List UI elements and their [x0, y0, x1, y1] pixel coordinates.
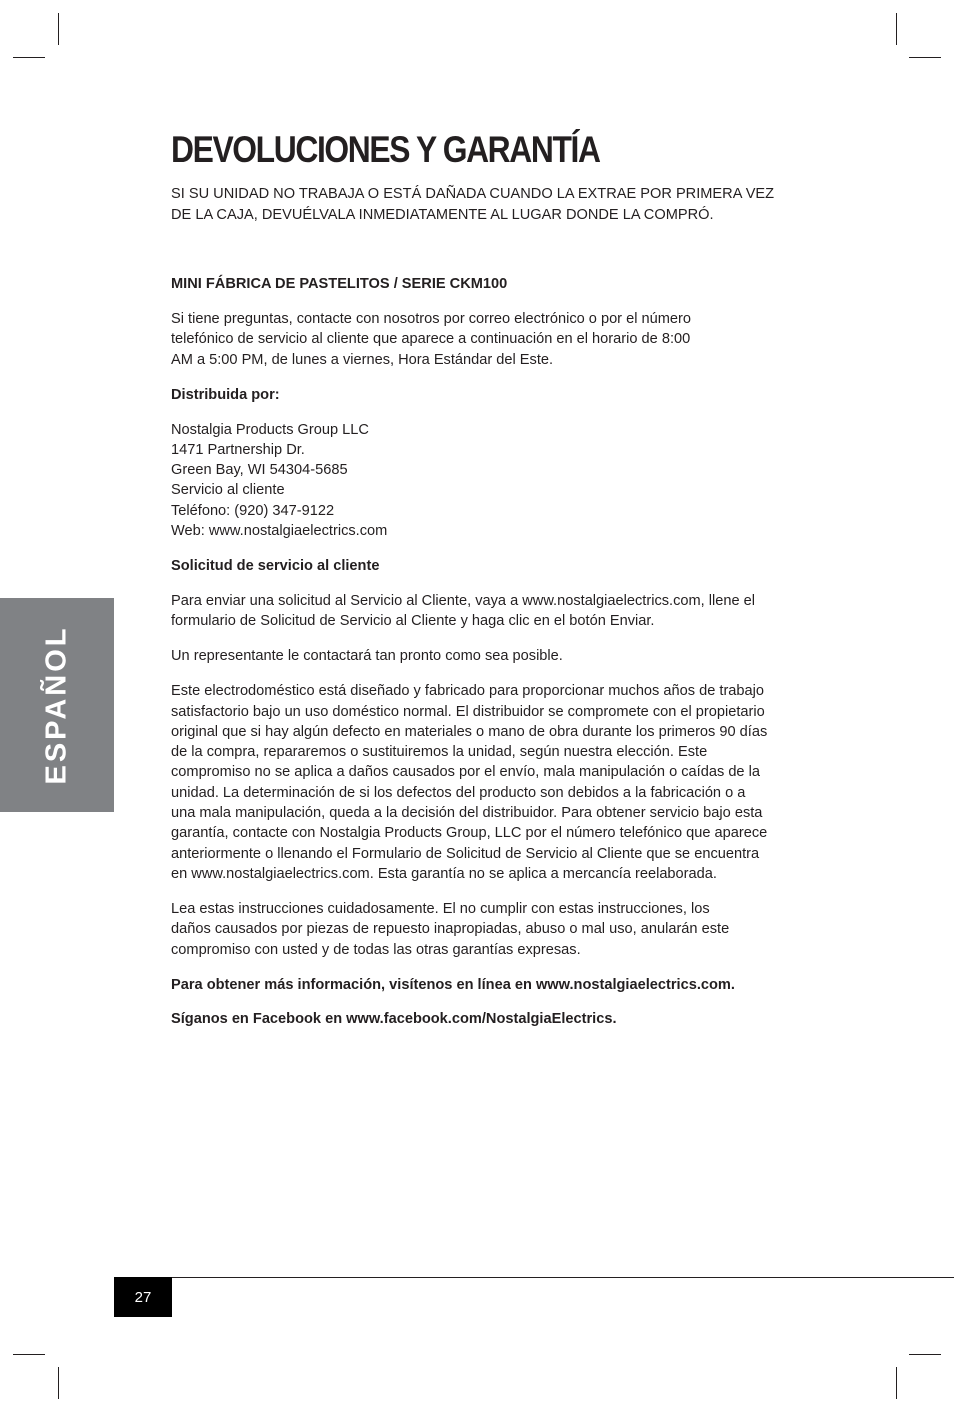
address-line: Teléfono: (920) 347-9122 — [171, 502, 335, 519]
address-line: Servicio al cliente — [171, 482, 285, 499]
page-number: 27 — [114, 1277, 172, 1317]
crop-mark — [13, 57, 45, 58]
address-block — [171, 420, 811, 542]
intro-line: SI SU UNIDAD NO TRABAJA O ESTÁ DAÑADA CUANDO LA EXTRAE POR PRIMERA VEZ — [171, 186, 775, 202]
address-line: 1471 Partnership Dr. — [171, 441, 305, 458]
crop-mark — [13, 1354, 45, 1355]
crop-mark — [896, 13, 897, 45]
contact-paragraph: Si tiene preguntas, contacte con nosotros por correo electrónico o por el número telefónico de servicio al cliente que aparece a continuación en el horario de 8:00 AM a 5:00 PM, de lunes a viernes, Hora Estándar del Este. — [171, 310, 691, 368]
intro-line: DE LA CAJA, DEVUÉLVALA INMEDIATAMENTE AL LUGAR DONDE LA COMPRÓ. — [171, 206, 714, 223]
distributed-label: Distribuida por: — [171, 386, 280, 403]
representative-paragraph: Un representante le contactará tan pronto como sea posible. — [171, 648, 563, 665]
address-line: Nostalgia Products Group LLC — [171, 421, 369, 438]
crop-mark — [909, 57, 941, 58]
language-label: ESPAÑOL — [40, 625, 73, 785]
info-line: Para obtener más información, visítenos en línea en www.nostalgiaelectrics.com. — [171, 976, 735, 993]
crop-mark — [58, 1367, 59, 1399]
crop-mark — [896, 1367, 897, 1399]
product-heading: MINI FÁBRICA DE PASTELITOS / SERIE CKM100 — [171, 276, 508, 292]
crop-mark — [58, 13, 59, 45]
intro-text — [171, 184, 791, 225]
page-title: DEVOLUCIONES Y GARANTÍA — [171, 129, 600, 170]
facebook-line: Síganos en Facebook en www.facebook.com/NostalgiaElectrics. — [171, 1011, 617, 1028]
language-side-tab — [0, 598, 114, 812]
service-paragraph: Para enviar una solicitud al Servicio al Cliente, vaya a www.nostalgiaelectrics.com, llene el formulario de Solicitud de Servicio al Cliente y haga clic en el botón Enviar. — [171, 593, 756, 630]
service-heading: Solicitud de servicio al cliente — [171, 558, 380, 575]
main-content — [171, 274, 811, 1044]
address-line: Web: www.nostalgiaelectrics.com — [171, 523, 388, 540]
address-line: Green Bay, WI 54304-5685 — [171, 462, 348, 479]
footer-divider — [114, 1277, 954, 1278]
crop-mark — [909, 1354, 941, 1355]
instructions-paragraph: Lea estas instrucciones cuidadosamente. El no cumplir con estas instrucciones, los daños causados por piezas de repuesto inapropiadas, abuso o mal uso, anularán este compromiso con usted y de todas las otras garantías expresas. — [171, 900, 730, 958]
warranty-paragraph: Este electrodoméstico está diseñado y fabricado para proporcionar muchos años de trabajo satisfactorio bajo un uso doméstico normal. El distribuidor se compromete con el propietario original que si hay algún defecto en materiales o mano de obra durante los primeros 90 días de la compra, repararemos o sustituiremos la unidad, según nuestra elección. Este compromiso no se aplica a daños causados por el envío, mala manipulación o caídas de la unidad. La determinación de si los defectos del producto son debidos a la fabricación o a una mala manipulación, queda a la decisión del distribuidor. Para obtener servicio bajo esta garantía, contacte con Nostalgia Products Group, LLC por el número telefónico que aparece anteriormente o llenando el Formulario de Solicitud de Servicio al Cliente que se encuentra en www.nostalgiaelectrics.com. Esta garantía no se aplica a mercancía reelaborada. — [171, 683, 768, 882]
